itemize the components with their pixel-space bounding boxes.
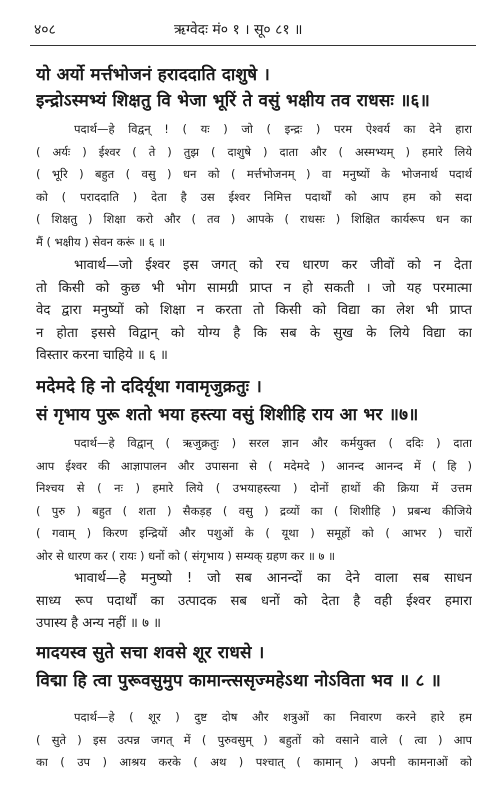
running-title: ऋग्वेदः मं० १ । सू० ८१ ॥ (174, 22, 303, 38)
padarth-8-line: पदार्थ—हे ( शूर ) दुष्ट दोष और शत्रुओं का निवारण करने हारे हम (74, 710, 472, 724)
padarth-7-line: ( पुरु ) बहुत ( शता ) सैकड़ह ( वसु ) द्रव्यों का ( शिशीहि ) प्रबन्ध कीजिये (36, 503, 472, 518)
bhavarth-7-line: भावार्थ—हे मनुष्यो ! जो सब आनन्दों का देने वाला सब साधन (74, 571, 472, 586)
padarth-6-line: मैं ( भक्षीय ) सेवन करूं ॥ ६ ॥ (36, 234, 166, 249)
bhavarth-6-line: न होता इससे विद्वान् को योग्य है कि सब के सुख के लिये विद्या का (36, 325, 472, 341)
padarth-6-line: को ( पराददाति ) देता है उस ईश्वर निमित्त पदार्थों को आप हम को सदा (36, 189, 472, 204)
bhavarth-6-line: भावार्थ—जो ईश्वर इस जगत् को रच धारण कर जीवों को न देता (74, 258, 472, 273)
padarth-7-line: निश्चय से ( नः ) हमारे लिये ( उभयाहस्त्या ) दोनों हाथों की क्रिया में उत्तम (36, 481, 472, 495)
mantra-6-line-1: यो अर्यो मर्त्तभोजनं हराददाति दाशुषे । (36, 65, 271, 85)
header-divider (30, 45, 476, 46)
mantra-7-line-2: सं गृभाय पुरू शतो भया हस्त्या वसुं शिशीहि राय आ भर ॥७॥ (36, 405, 419, 425)
mantra-6-line-2: इन्द्रोऽस्मभ्यं शिक्षतु वि भेजा भूरिं ते वसुं भक्षीय तव राधसः ॥६॥ (36, 91, 430, 111)
bhavarth-7-line: उपास्य है अन्य नहीं ॥ ७ ॥ (36, 616, 162, 631)
padarth-6-line: ( भूरि ) बहुत ( वसु ) धन को ( मर्त्तभोजनम् ) वा मनुष्यों के भोजनार्थ पदार्थ (36, 167, 472, 181)
padarth-8-line: ( सुते ) इस उत्पन्न जगत् में ( पुरुवसुम् ) बहुतों को वसाने वाले ( त्वा ) आप (36, 732, 472, 747)
bhavarth-7-line: साध्य रूप पदार्थों का उत्पादक सब धनों को देता है वही ईश्वर हमारा (36, 593, 472, 609)
mantra-7-line-1: मदेमदे हि नो ददिर्यूथा गवामृजुक्रतुः । (36, 377, 263, 397)
padarth-6-line: ( अर्यः ) ईश्वर ( ते ) तुझ ( दाशुषे ) दाता और ( अस्मभ्यम् ) हमारे लिये (36, 144, 472, 159)
padarth-6-line: ( शिक्षतु ) शिक्षा करो और ( तव ) आपके ( राधसः ) शिक्षित कार्यरूप धन का (36, 212, 472, 226)
mantra-8-line-1: मादयस्व सुते सचा शवसे शूर राधसे । (36, 643, 265, 663)
bhavarth-6-line: विस्तार करना चाहिये ॥ ६ ॥ (36, 348, 168, 363)
padarth-6-line: पदार्थ—हे विद्वन् ! ( यः ) जो ( इन्द्रः ) परम ऐश्वर्य का देने हारा (74, 122, 472, 136)
bhavarth-7 (36, 568, 472, 636)
bhavarth-6-line: तो किसी को कुछ भी भोग सामग्री प्राप्त न हो सकती । जो यह परमात्मा (36, 280, 472, 296)
padarth-8 (36, 706, 472, 774)
padarth-8-line: का ( उप ) आश्रय करके ( अथ ) पश्चात् ( कामान् ) अपनी कामनाओं को (36, 755, 472, 769)
padarth-7-line: ओर से धारण कर ( रायः ) धनों को ( संगृभाय ) सम्यक् ग्रहण कर ॥ ७ ॥ (36, 548, 336, 563)
padarth-7-line: ( गवाम् ) किरण इन्द्रियों और पशुओं के ( यूथा ) समूहों को ( आभर ) चारों (36, 526, 472, 540)
page-number: ४०८ (34, 22, 56, 38)
bhavarth-6 (36, 255, 472, 368)
padarth-6 (36, 118, 472, 253)
page-header (34, 20, 474, 42)
padarth-7-line: पदार्थ—हे विद्वान् ( ऋजुक्रतुः ) सरल ज्ञान और कर्मयुक्त ( ददिः ) दाता (74, 436, 472, 450)
bhavarth-6-line: वेद द्वारा मनुष्यों को शिक्षा न करता तो किसी को विद्या का लेश भी प्राप्त (36, 303, 472, 318)
padarth-7 (36, 432, 472, 567)
padarth-7-line: आप ईश्वर की आज्ञापालन और उपासना से ( मदेमदे ) आनन्द आनन्द में ( हि ) (36, 458, 472, 473)
mantra-8-line-2: विद्मा हि त्वा पुरूवसुमुप कामान्त्ससृज्महेऽथा नोऽविता भव ॥ ८ ॥ (36, 671, 441, 691)
